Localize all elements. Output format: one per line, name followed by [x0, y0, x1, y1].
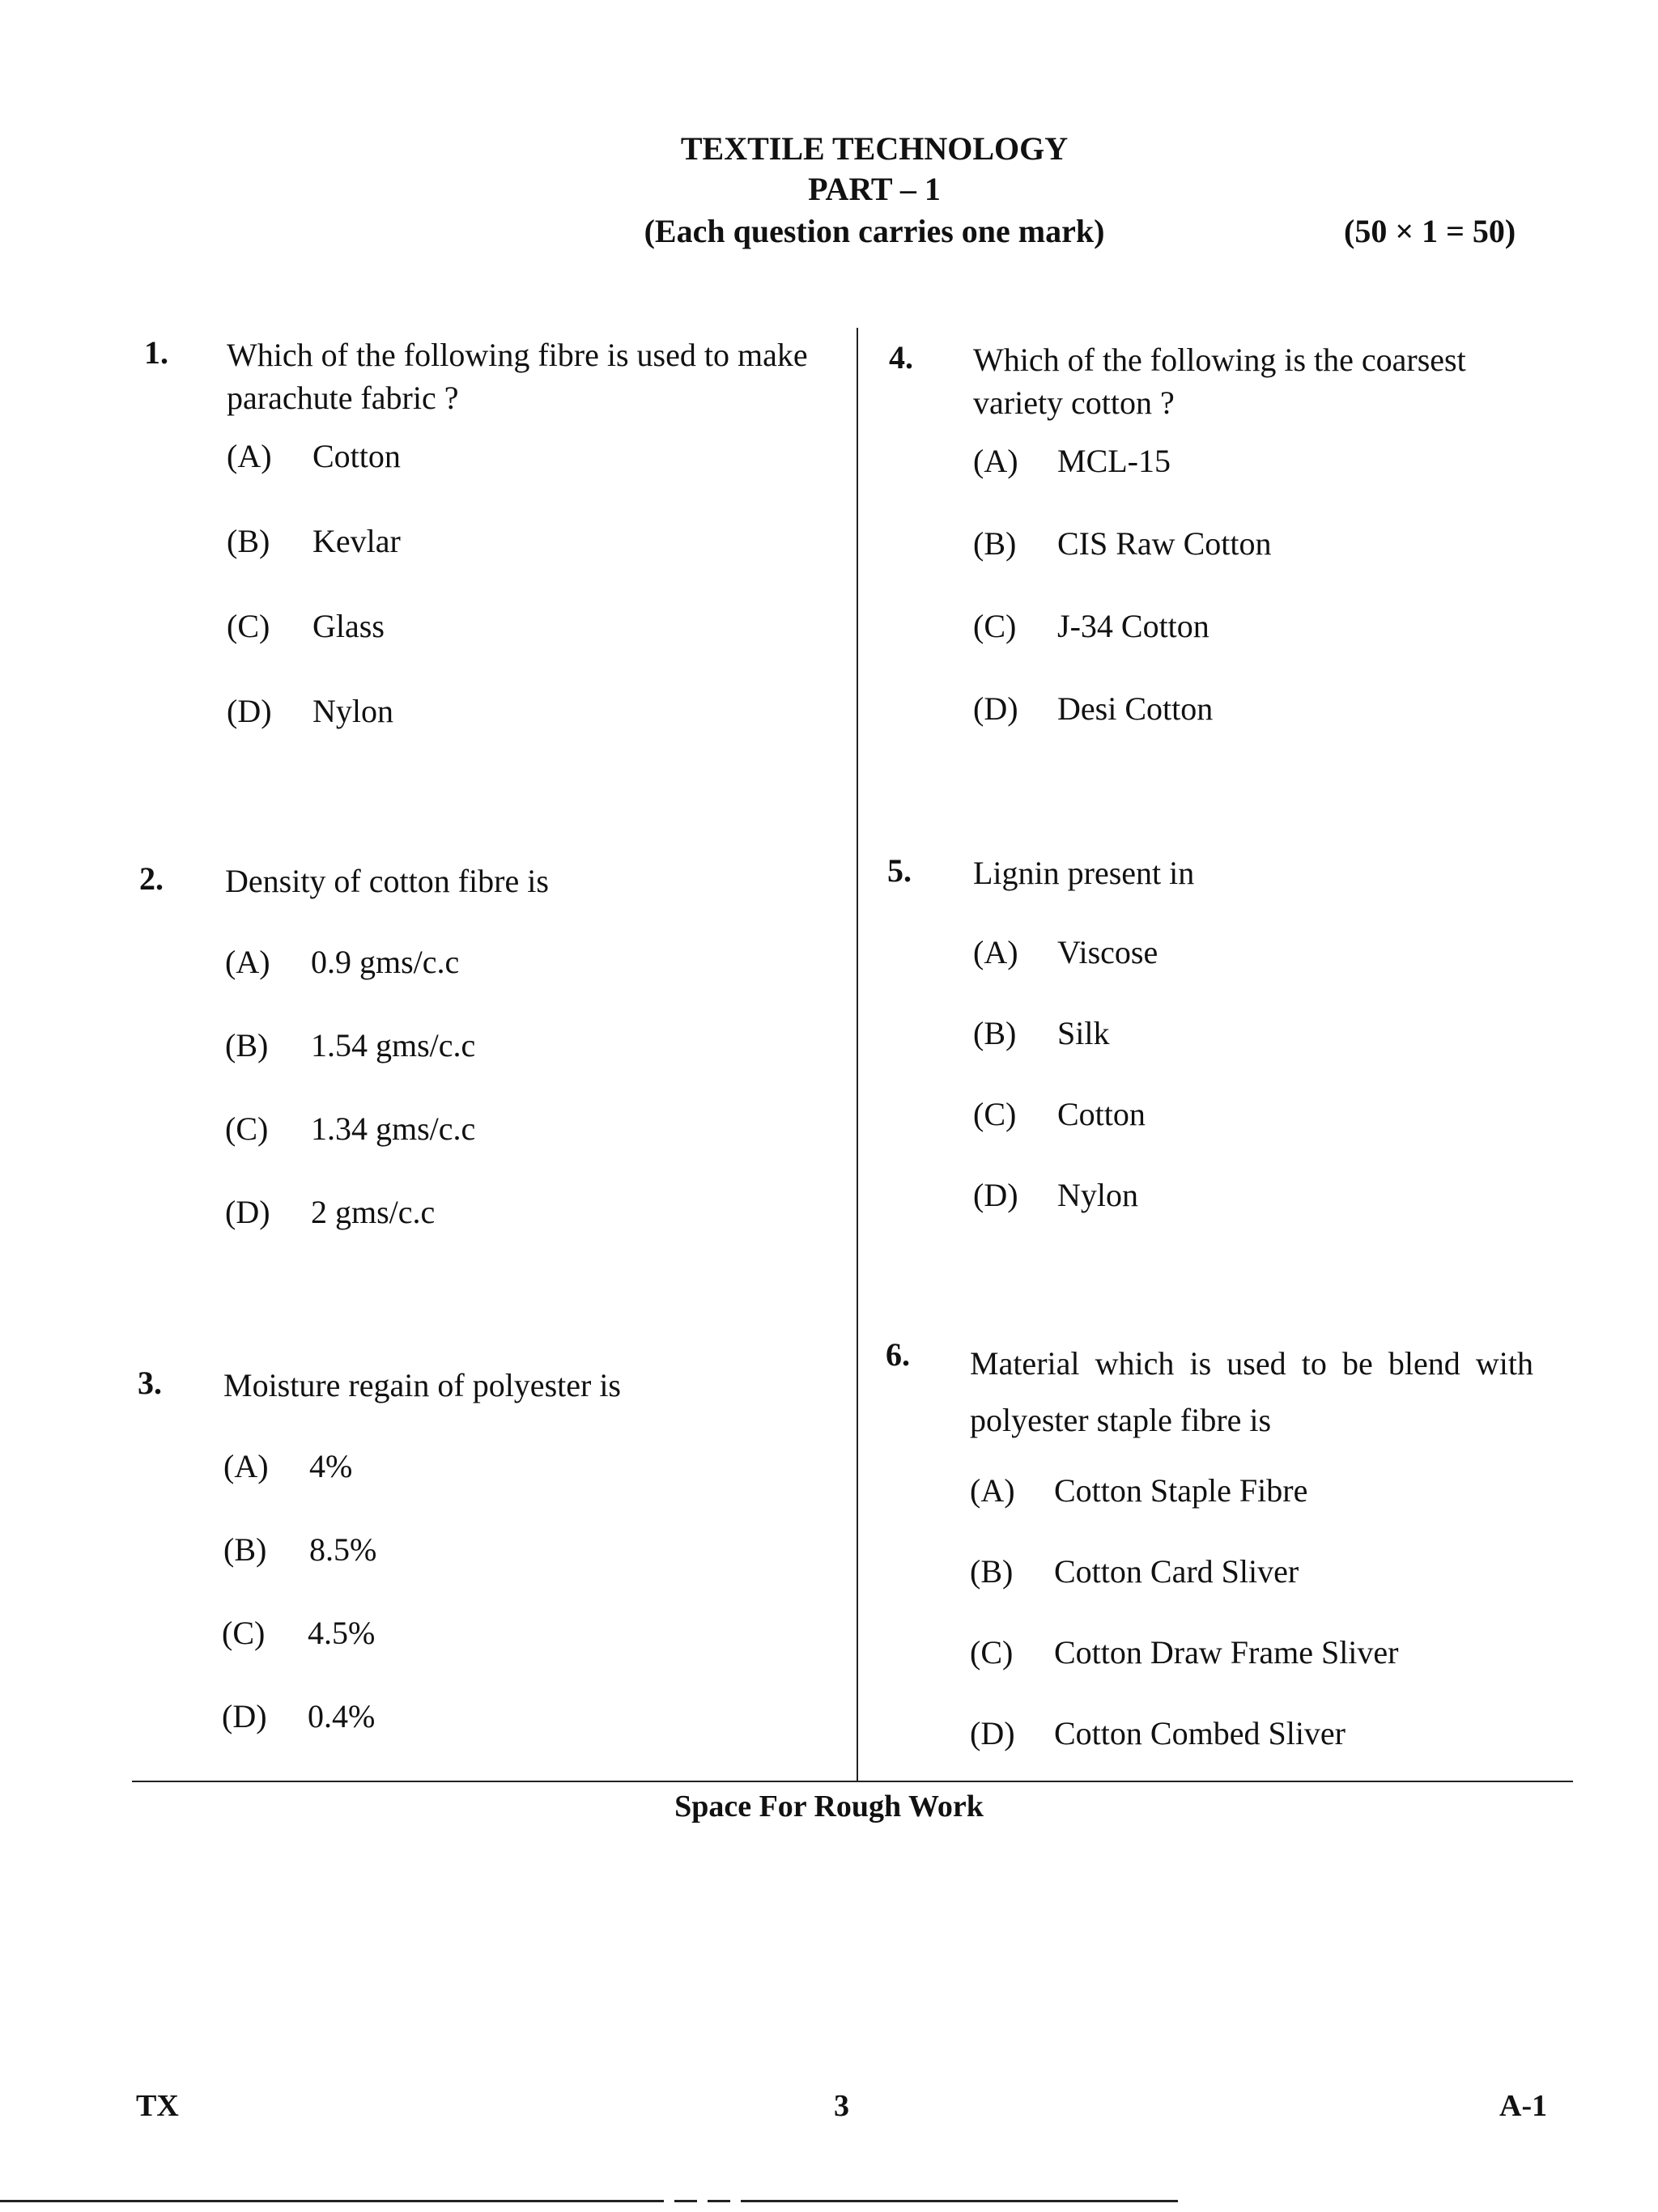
option-label: (A): [223, 1448, 269, 1484]
option-label: (C): [227, 608, 270, 644]
option-text: Cotton: [1057, 1096, 1146, 1132]
bottom-rule-right: [741, 2200, 1178, 2202]
bottom-rule-left: [0, 2200, 664, 2202]
option-text: Cotton Card Sliver: [1054, 1553, 1299, 1590]
question-2: [139, 860, 811, 1248]
option-label: (C): [225, 1110, 269, 1147]
option-label: (B): [973, 525, 1017, 562]
option-text: Kevlar: [312, 523, 401, 559]
question-1: [144, 333, 816, 738]
total-marks: (50 × 1 = 50): [1344, 213, 1516, 249]
option-text: 1.34 gms/c.c: [311, 1110, 476, 1147]
page-number: 3: [834, 2089, 849, 2123]
question-number: 1.: [144, 334, 168, 371]
option-text: CIS Raw Cotton: [1057, 525, 1272, 562]
bottom-rule-gap-mark: [674, 2200, 697, 2202]
option-text: 1.54 gms/c.c: [311, 1027, 476, 1064]
option-label: (B): [223, 1531, 267, 1568]
bottom-rule-gap-mark: [708, 2200, 730, 2202]
option-label: (B): [973, 1015, 1017, 1051]
option-text: Desi Cotton: [1057, 690, 1214, 727]
option-label: (D): [227, 693, 272, 729]
option-label: (A): [227, 438, 272, 474]
subject-code: TX: [136, 2089, 179, 2123]
question-number: 5.: [887, 852, 912, 889]
option-text: Viscose: [1057, 934, 1158, 970]
option-label: (C): [970, 1634, 1014, 1671]
option-label: (C): [973, 1096, 1017, 1132]
option-label: (A): [970, 1472, 1015, 1509]
option-label: (B): [227, 523, 270, 559]
option-text: 0.9 gms/c.c: [311, 944, 460, 980]
option-text: 4%: [309, 1448, 353, 1484]
option-text: Nylon: [312, 693, 393, 729]
rough-work-heading: Space For Rough Work: [674, 1790, 984, 1824]
option-label: (A): [225, 944, 270, 980]
question-number: 4.: [889, 339, 913, 376]
option-label: (D): [970, 1715, 1015, 1751]
question-5: [887, 851, 1559, 1240]
option-text: Nylon: [1057, 1177, 1138, 1213]
option-text: Cotton Staple Fibre: [1054, 1472, 1308, 1509]
option-label: (D): [973, 690, 1018, 727]
option-label: (D): [973, 1177, 1018, 1213]
option-text: 8.5%: [309, 1531, 377, 1568]
option-text: Cotton: [312, 438, 401, 474]
option-label: (B): [970, 1553, 1014, 1590]
question-text: Which of the following fibre is used to make parachute fabric ?: [227, 337, 808, 416]
part-heading: PART – 1: [808, 171, 941, 207]
option-text: Cotton Combed Sliver: [1054, 1715, 1346, 1751]
question-6: [886, 1335, 1558, 1756]
option-label: (B): [225, 1027, 269, 1064]
question-number: 6.: [886, 1336, 910, 1373]
question-text: Moisture regain of polyester is: [223, 1367, 621, 1403]
question-text: Material which is used to be blend with polyester staple fibre is: [970, 1345, 1533, 1438]
option-label: (A): [973, 443, 1018, 479]
question-text: Density of cotton fibre is: [225, 863, 549, 899]
question-text: Which of the following is the coarsest variety cotton ?: [973, 342, 1466, 421]
option-text: 2 gms/c.c: [311, 1194, 436, 1230]
option-text: 0.4%: [308, 1698, 376, 1734]
question-number: 3.: [138, 1365, 162, 1401]
option-label: (A): [973, 934, 1018, 970]
question-3: [138, 1364, 810, 1752]
section-rule: [132, 1781, 1573, 1782]
option-label: (C): [222, 1615, 266, 1651]
marks-instruction: (Each question carries one mark): [644, 213, 1105, 249]
option-label: (D): [225, 1194, 270, 1230]
option-label: (C): [973, 608, 1017, 644]
question-4: [889, 338, 1561, 743]
option-text: Glass: [312, 608, 385, 644]
option-text: MCL-15: [1057, 443, 1171, 479]
column-divider: [857, 328, 858, 1781]
booklet-series: A-1: [1499, 2089, 1548, 2123]
question-text: Lignin present in: [973, 855, 1195, 891]
option-label: (D): [222, 1698, 267, 1734]
option-text: 4.5%: [308, 1615, 376, 1651]
question-number: 2.: [139, 860, 164, 897]
option-text: J-34 Cotton: [1057, 608, 1209, 644]
option-text: Silk: [1057, 1015, 1110, 1051]
option-text: Cotton Draw Frame Sliver: [1054, 1634, 1399, 1671]
page-title: TEXTILE TECHNOLOGY: [680, 130, 1069, 167]
